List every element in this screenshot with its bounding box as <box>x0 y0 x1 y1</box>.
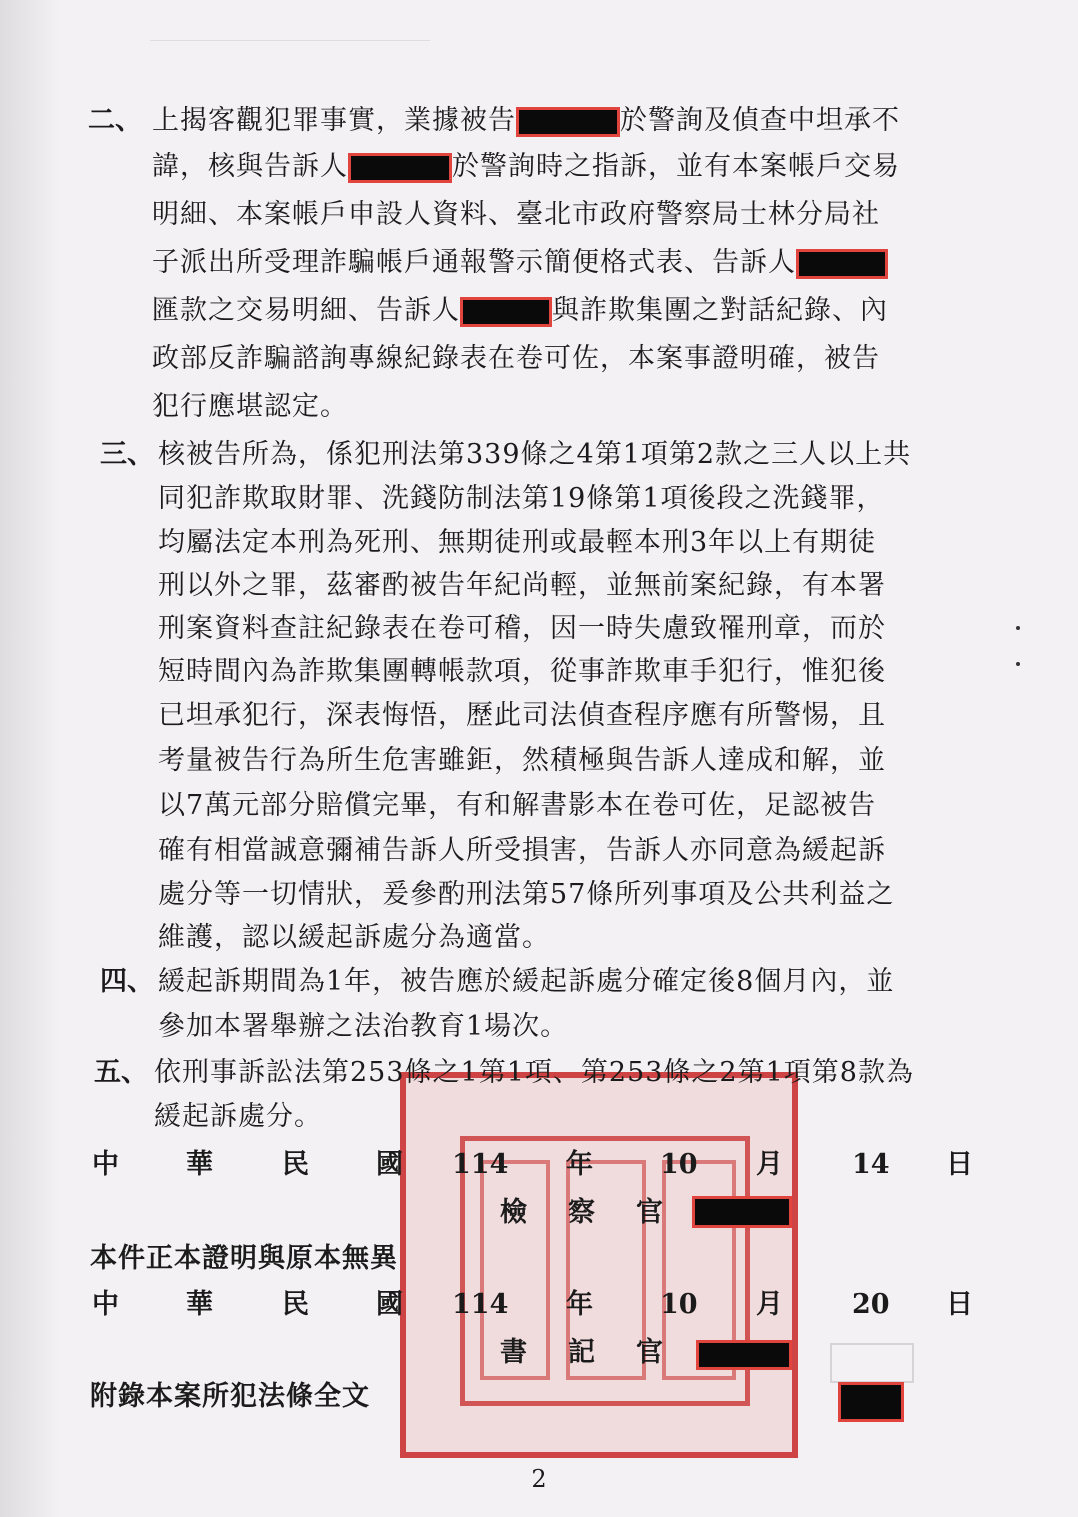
redaction-box <box>516 107 620 137</box>
title-char: 檢 <box>500 1197 527 1228</box>
section-3-line-7: 已坦承犯行，深表悔悟，歷此司法偵查程序應有所警惕，且 <box>158 700 886 731</box>
date-day: 14 <box>852 1149 890 1180</box>
section-3-line-5: 刑案資料查註紀錄表在卷可稽，因一時失慮致罹刑章，而於 <box>158 613 886 644</box>
date-year: 114 <box>452 1289 509 1320</box>
redaction-box <box>696 1340 792 1370</box>
section-3-line-3: 均屬法定本刑為死刑、無期徒刑或最輕本刑3年以上有期徒 <box>158 527 877 558</box>
section-4-line-2: 參加本署舉辦之法治教育1場次。 <box>158 1011 569 1042</box>
section-2-line-5 <box>152 294 888 328</box>
faint-stamp <box>830 1343 914 1383</box>
section-4-line-1: 緩起訴期間為1年，被告應於緩起訴處分確定後8個月內，並 <box>158 966 895 997</box>
text-segment: 與詐欺集團之對話紀錄、內 <box>552 295 888 326</box>
section-3-line-11: 處分等一切情狀，爰參酌刑法第57條所列事項及公共利益之 <box>158 879 895 910</box>
date-char: 月 <box>756 1289 783 1320</box>
section-4-marker: 四、 <box>100 966 154 997</box>
redaction-box <box>348 153 452 183</box>
date-char: 日 <box>946 1289 973 1320</box>
title-char: 記 <box>568 1337 595 1368</box>
date-char: 民 <box>282 1289 309 1320</box>
date-char: 國 <box>376 1289 403 1320</box>
title-char: 書 <box>500 1337 527 1368</box>
date-char: 月 <box>756 1149 783 1180</box>
section-2-line-6: 政部反詐騙諮詢專線紀錄表在卷可佐，本案事證明確，被告 <box>152 343 880 374</box>
text-segment: 匯款之交易明細、告訴人 <box>152 295 460 326</box>
section-3-line-10: 確有相當誠意彌補告訴人所受損害，告訴人亦同意為緩起訴 <box>158 835 886 866</box>
section-5-line-1: 依刑事訴訟法第253條之1第1項、第253條之2第1項第8款為 <box>154 1057 914 1088</box>
section-3-line-9: 以7萬元部分賠償完畢，有和解書影本在卷可佐，足認被告 <box>158 790 877 821</box>
section-2-line-3: 明細、本案帳戶申設人資料、臺北市政府警察局士林分局社 <box>152 199 880 230</box>
redaction-box <box>460 297 552 327</box>
title-char: 察 <box>568 1197 595 1228</box>
text-segment: 於警詢時之指訴，並有本案帳戶交易 <box>452 151 900 182</box>
date-char: 年 <box>566 1149 593 1180</box>
date-char: 華 <box>186 1149 213 1180</box>
section-3-line-6: 短時間內為詐欺集團轉帳款項，從事詐欺車手犯行，惟犯後 <box>158 656 886 687</box>
section-2-line-4 <box>152 246 888 280</box>
date-month: 10 <box>660 1149 698 1180</box>
text-segment: 上揭客觀犯罪事實，業據被告 <box>152 105 516 136</box>
official-seal <box>400 1072 798 1458</box>
title-char: 官 <box>636 1197 663 1228</box>
section-2-line-2 <box>152 150 900 184</box>
date-year: 114 <box>452 1149 509 1180</box>
text-segment: 於警詢及偵查中坦承不 <box>620 105 900 136</box>
redaction-box <box>838 1382 904 1422</box>
section-3-line-4: 刑以外之罪，茲審酌被告年紀尚輕，並無前案紀錄，有本署 <box>158 570 886 601</box>
date-day: 20 <box>852 1289 890 1320</box>
text-segment: 諱，核與告訴人 <box>152 151 348 182</box>
date-char: 國 <box>376 1149 403 1180</box>
section-5-marker: 五、 <box>94 1057 148 1088</box>
scan-speck <box>1016 626 1020 630</box>
text-segment: 子派出所受理詐騙帳戶通報警示簡便格式表、告訴人 <box>152 247 796 278</box>
section-2-marker: 二、 <box>88 105 142 136</box>
date-char: 年 <box>566 1289 593 1320</box>
section-3-line-12: 維護，認以緩起訴處分為適當。 <box>158 922 550 953</box>
redaction-box <box>692 1196 792 1228</box>
section-3-line-8: 考量被告行為所生危害雖鉅，然積極與告訴人達成和解，並 <box>158 745 886 776</box>
section-5-line-2: 緩起訴處分。 <box>154 1101 322 1132</box>
title-char: 官 <box>636 1337 663 1368</box>
page-number: 2 <box>531 1465 547 1493</box>
section-3-line-2: 同犯詐欺取財罪、洗錢防制法第19條第1項後段之洗錢罪， <box>158 483 885 514</box>
section-2-line-7: 犯行應堪認定。 <box>152 391 348 422</box>
section-3-marker: 三、 <box>100 439 154 470</box>
date-month: 10 <box>660 1289 698 1320</box>
redaction-box <box>796 249 888 279</box>
appendix-title: 附錄本案所犯法條全文 <box>90 1381 370 1412</box>
scan-speck <box>1016 662 1020 666</box>
date-char: 中 <box>92 1149 119 1180</box>
certification-statement: 本件正本證明與原本無異 <box>90 1243 398 1274</box>
date-char: 華 <box>186 1289 213 1320</box>
date-char: 日 <box>946 1149 973 1180</box>
scan-edge-shadow <box>0 0 60 1517</box>
date-char: 民 <box>282 1149 309 1180</box>
section-3-line-1: 核被告所為，係犯刑法第339條之4第1項第2款之三人以上共 <box>158 439 912 470</box>
bleed-through-header <box>150 0 430 41</box>
date-char: 中 <box>92 1289 119 1320</box>
section-2-line-1 <box>152 104 900 138</box>
